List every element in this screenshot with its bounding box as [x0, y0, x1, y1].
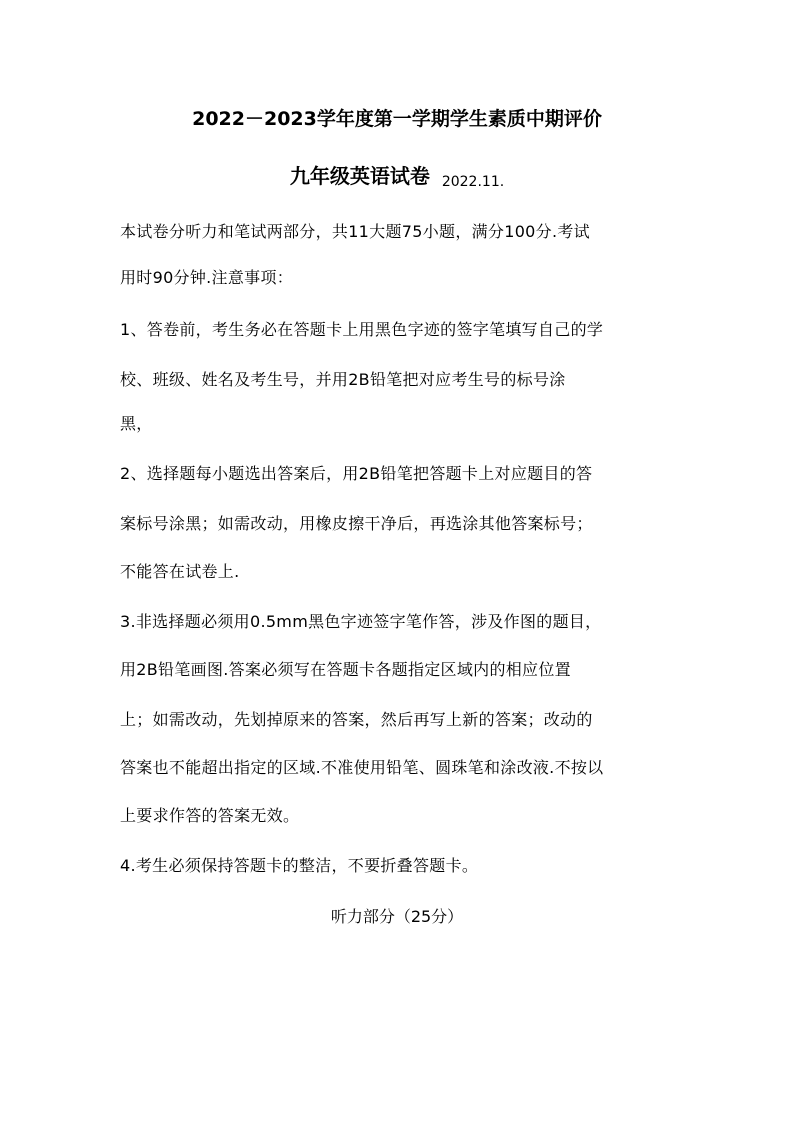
instruction-3-line-2: 用2B铅笔画图.答案必须写在答题卡各题指定区域内的相应位置: [120, 660, 571, 679]
exam-date: 2022.11.: [441, 174, 505, 190]
instruction-3-line-3: 上；如需改动，先划掉原来的答案，然后再写上新的答案；改动的: [120, 710, 593, 729]
exam-subtitle: [0, 160, 794, 189]
instruction-2-line-3: 不能答在试卷上.: [120, 562, 240, 581]
intro-line-1: 本试卷分听力和笔试两部分，共11大题75小题，满分100分.考试: [120, 222, 590, 241]
subject-title: 九年级英语试卷: [289, 164, 430, 188]
instruction-1-line-2: 校、班级、姓名及考生号，并用2B铅笔把对应考生号的标号涂: [120, 370, 566, 389]
instruction-4-line-1: 4.考生必须保持答题卡的整洁，不要折叠答题卡。: [120, 856, 479, 875]
instruction-3-line-4: 答案也不能超出指定的区域.不准使用铅笔、圆珠笔和涂改液.不按以: [120, 758, 604, 777]
intro-line-2: 用时90分钟.注意事项：: [120, 268, 294, 287]
instruction-3-line-5: 上要求作答的答案无效。: [120, 806, 300, 825]
instruction-1-line-3: 黑，: [120, 414, 153, 433]
instruction-2-line-1: 2、选择题每小题选出答案后，用2B铅笔把答题卡上对应题目的答: [120, 464, 593, 483]
instruction-2-line-2: 案标号涂黑；如需改动，用橡皮擦干净后，再选涂其他答案标号；: [120, 514, 593, 533]
instruction-1-line-1: 1、答卷前，考生务必在答题卡上用黑色字迹的签字笔填写自己的学: [120, 320, 604, 339]
listening-section-heading: 听力部分（25分）: [330, 907, 464, 926]
instruction-3-line-1: 3.非选择题必须用0.5mm黑色字迹签字笔作答，涉及作图的题目，: [120, 612, 602, 631]
exam-title: 2022－2023学年度第一学期学生素质中期评价: [192, 108, 602, 130]
